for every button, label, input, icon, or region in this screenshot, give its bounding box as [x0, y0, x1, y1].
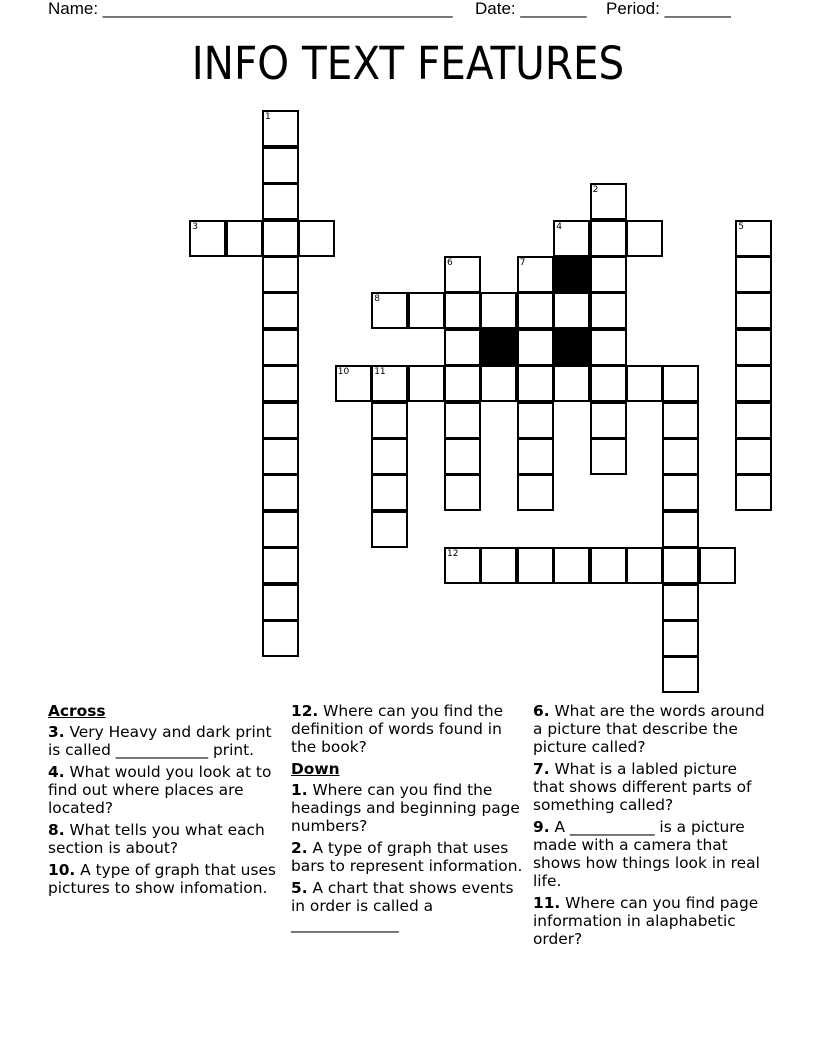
crossword-cell[interactable] — [480, 547, 517, 584]
clue-text: What tells you what each section is about? — [48, 821, 265, 857]
clue-number-label: 8 — [374, 294, 380, 305]
crossword-cell[interactable] — [626, 547, 663, 584]
clue-text: Very Heavy and dark print is called ____________ print. — [48, 723, 272, 759]
crossword-cell[interactable] — [662, 584, 699, 621]
crossword-cell[interactable] — [662, 620, 699, 657]
clue-down-1 — [291, 781, 529, 835]
clue-number-label: 7 — [519, 258, 526, 268]
crossword-cell[interactable] — [262, 620, 299, 657]
crossword-cell[interactable] — [262, 147, 299, 184]
crossword-cell[interactable] — [444, 365, 481, 402]
crossword-cell[interactable] — [262, 547, 299, 584]
clue-across-3 — [48, 723, 286, 759]
crossword-cell[interactable] — [262, 256, 299, 293]
clue-down-5 — [291, 879, 529, 933]
crossword-cell[interactable] — [735, 438, 772, 475]
clue-number: 3. — [48, 723, 65, 741]
clue-down-7 — [533, 760, 771, 814]
crossword-cell[interactable] — [408, 292, 445, 329]
clue-number: 6. — [533, 702, 550, 720]
clue-across-12 — [291, 702, 529, 756]
crossword-cell[interactable] — [517, 256, 554, 293]
clue-number: 9. — [533, 818, 550, 836]
crossword-cell[interactable] — [335, 365, 372, 402]
name-field-label: Name: _____________________________________ — [48, 0, 453, 18]
crossword-cell[interactable] — [590, 365, 627, 402]
crossword-cell[interactable] — [262, 474, 299, 511]
down-heading: Down — [291, 760, 340, 778]
clue-number: 10. — [48, 861, 76, 879]
crossword-cell[interactable] — [444, 438, 481, 475]
clue-text: A ___________ is a picture made with a camera that shows how things look in real life. — [533, 818, 760, 890]
crossword-cell[interactable] — [444, 402, 481, 439]
clue-number-label: 12 — [447, 549, 459, 560]
crossword-cell[interactable] — [590, 183, 627, 220]
crossword-cell[interactable] — [371, 438, 408, 475]
clue-down-9 — [533, 818, 771, 890]
crossword-cell[interactable] — [262, 402, 299, 439]
clue-text: Where can you find the headings and beginning page numbers? — [291, 781, 520, 835]
crossword-cell[interactable] — [626, 220, 663, 257]
clue-text: A chart that shows events in order is called a ______________ — [291, 879, 514, 933]
crossword-cell[interactable] — [262, 183, 299, 220]
clue-number: 4. — [48, 763, 65, 781]
crossword-cell[interactable] — [408, 365, 445, 402]
across-heading: Across — [48, 702, 106, 720]
crossword-cell[interactable] — [590, 220, 627, 257]
crossword-cell[interactable] — [262, 110, 299, 147]
crossword-cell[interactable] — [553, 365, 590, 402]
clue-across-4 — [48, 763, 286, 817]
crossword-cell[interactable] — [444, 547, 481, 584]
crossword-cell[interactable] — [735, 365, 772, 402]
crossword-cell[interactable] — [553, 547, 590, 584]
clue-number-label: 5 — [738, 221, 744, 232]
clue-text: Where can you find page information in alaphabetic order? — [533, 894, 759, 948]
crossword-cell[interactable] — [662, 402, 699, 439]
crossword-cell[interactable] — [662, 511, 699, 548]
crossword-cell[interactable] — [189, 220, 226, 257]
crossword-cell[interactable] — [735, 474, 772, 511]
crossword-cell[interactable] — [262, 220, 299, 257]
date-field-label: Date: _______ — [475, 0, 587, 18]
clue-text: What is a labled picture that shows different parts of something called? — [533, 760, 752, 814]
crossword-cell[interactable] — [590, 256, 627, 293]
crossword-cell[interactable] — [735, 220, 772, 257]
page-title: INFO TEXT FEATURES — [191, 37, 625, 90]
crossword-cell[interactable] — [662, 547, 699, 584]
clue-number-label: 6 — [447, 258, 453, 268]
crossword-cell[interactable] — [371, 474, 408, 511]
crossword-cell[interactable] — [517, 547, 554, 584]
clue-number-label: 1 — [265, 112, 271, 123]
crossword-cell[interactable] — [517, 365, 554, 402]
clue-text: What are the words around a picture that describe the picture called? — [533, 702, 765, 756]
crossword-cell[interactable] — [590, 292, 627, 329]
clue-number: 5. — [291, 879, 308, 897]
crossword-black-cell — [480, 329, 517, 366]
crossword-cell[interactable] — [735, 329, 772, 366]
crossword-cell[interactable] — [371, 511, 408, 548]
period-field-label: Period: _______ — [606, 0, 731, 18]
crossword-cell[interactable] — [262, 365, 299, 402]
crossword-cell[interactable] — [735, 256, 772, 293]
clue-across-8 — [48, 821, 286, 857]
crossword-cell[interactable] — [444, 256, 481, 293]
crossword-cell[interactable] — [371, 365, 408, 402]
crossword-cell[interactable] — [662, 365, 699, 402]
crossword-cell[interactable] — [517, 474, 554, 511]
crossword-cell[interactable] — [662, 438, 699, 475]
crossword-cell[interactable] — [517, 329, 554, 366]
clues-column-2 — [291, 702, 529, 937]
clues-column-1 — [48, 702, 286, 901]
clue-number-label: 10 — [337, 367, 350, 378]
crossword-cell[interactable] — [662, 656, 699, 693]
crossword-cell[interactable] — [590, 329, 627, 366]
crossword-cell[interactable] — [262, 438, 299, 475]
clue-down-6 — [533, 702, 771, 756]
crossword-cell[interactable] — [590, 547, 627, 584]
clue-across-10 — [48, 861, 286, 897]
clue-down-2 — [291, 839, 529, 875]
clue-text: Where can you find the definition of words found in the book? — [291, 702, 504, 756]
crossword-cell[interactable] — [444, 292, 481, 329]
crossword-cell[interactable] — [735, 402, 772, 439]
crossword-cell[interactable] — [662, 474, 699, 511]
clue-number: 11. — [533, 894, 561, 912]
clue-number-label: 3 — [192, 221, 198, 232]
crossword-cell[interactable] — [699, 547, 736, 584]
crossword-cell[interactable] — [553, 292, 590, 329]
crossword-cell[interactable] — [480, 365, 517, 402]
clue-number-label: 4 — [556, 221, 562, 232]
crossword-cell[interactable] — [590, 438, 627, 475]
crossword-cell[interactable] — [226, 220, 263, 257]
crossword-black-cell — [553, 256, 590, 293]
crossword-cell[interactable] — [626, 365, 663, 402]
clue-number: 7. — [533, 760, 550, 778]
clue-text: What would you look at to find out where places are located? — [48, 763, 272, 817]
clue-number: 12. — [291, 702, 319, 720]
crossword-cell[interactable] — [444, 329, 481, 366]
crossword-cell[interactable] — [262, 511, 299, 548]
clue-number-label: 2 — [592, 185, 599, 196]
crossword-cell[interactable] — [735, 292, 772, 329]
crossword-cell[interactable] — [480, 292, 517, 329]
clue-number: 8. — [48, 821, 65, 839]
clue-text: A type of graph that uses pictures to show infomation. — [48, 861, 276, 897]
clue-number: 2. — [291, 839, 308, 857]
clue-number: 1. — [291, 781, 308, 799]
clue-down-11 — [533, 894, 771, 948]
crossword-cell[interactable] — [517, 292, 554, 329]
clues-column-3 — [533, 702, 771, 952]
crossword-cell[interactable] — [298, 220, 335, 257]
crossword-cell[interactable] — [371, 402, 408, 439]
crossword-cell[interactable] — [517, 402, 554, 439]
crossword-cell[interactable] — [371, 292, 408, 329]
crossword-black-cell — [553, 329, 590, 366]
crossword-cell[interactable] — [553, 220, 590, 257]
clue-number-label: 11 — [374, 367, 386, 378]
crossword-cell[interactable] — [590, 402, 627, 439]
clue-text: A type of graph that uses bars to represent information. — [291, 839, 523, 875]
crossword-cell[interactable] — [517, 438, 554, 475]
crossword-cell[interactable] — [444, 474, 481, 511]
crossword-cell[interactable] — [262, 329, 299, 366]
crossword-cell[interactable] — [262, 292, 299, 329]
crossword-cell[interactable] — [262, 584, 299, 621]
